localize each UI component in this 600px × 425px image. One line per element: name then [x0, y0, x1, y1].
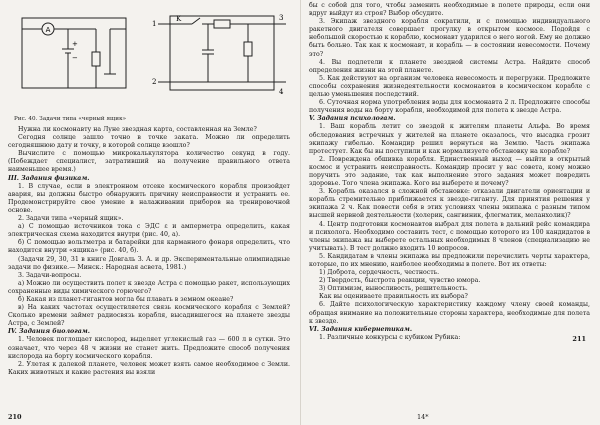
plus-label: + [72, 40, 78, 48]
figure-caption: Рис. 40. Задачи типа «черный ящик» [14, 116, 127, 122]
paragraph: 6. Суточная норма употребления воды для космонавта 2 л. Предложите способы получения воды на борту корабля, необходимой для полета к звезде Астра. [309, 99, 592, 115]
figure-40 [8, 4, 290, 114]
paragraph: 4. Вы подлетели к планете звездной системы Астра. Найдите способ определения жизни на этой планете. [309, 58, 592, 74]
paragraph: 5. Кандидатам в члены экипажа вы предложили перечислить черты характера, которые, по их мнению, наиболее необходимы в полете. Вот их ответы: [309, 252, 592, 268]
paragraph: Вычислите с помощью микрокалькулятора количество секунд в году. (Побеждает специалист, затративший на получение правильного ответа наименьшее время.) [8, 150, 292, 174]
paragraph: а) Можно ли осуществить полет к звезде Астра с помощью ракет, использующих сохраненные виды химического горючего? [8, 279, 292, 295]
section-heading: IV. Задания биологам. [8, 328, 90, 336]
list-item: 3) Оптимизм, выносливость, решительность. [319, 285, 468, 293]
page-number-left: 210 [8, 413, 22, 421]
paragraph: Сегодня солнце зашло точно в точке заката. Можно ли определить сегодняшнюю дату и точку, в которой солнце взошло? [8, 134, 292, 150]
section-heading: VI. Задания кибернетикам. [309, 325, 413, 333]
page-number-right: 211 [572, 335, 586, 343]
paragraph: в) На каких частотах осуществляется связь космического корабля с Землей? Сколько времени займет радиосвязь корабля, высадившегося на планете звезды Астра, с Землей? [8, 304, 292, 328]
paragraph: Как вы оцениваете правильность их выбора? [319, 293, 468, 301]
minus-label: − [72, 54, 78, 62]
circuit-diagram-icon [8, 4, 290, 114]
paragraph: (Задачи 29, 30, 31 в книге Довгаль З. А. и др. Экспериментальные олимпиадные задачи по физике.— Минск.: Народная асвета, 1981.) [8, 255, 292, 271]
signature-mark: 14* [417, 413, 429, 421]
paragraph: 6. Дайте психологическую характеристику каждому члену своей команды, обращая внимание на положительные стороны характера, необходимые для полета к звезде. [309, 301, 592, 325]
right-page [300, 0, 600, 425]
paragraph: 2. Повреждена обшивка корабля. Единственный выход — выйти в открытый космос и устранить неисправность. Командир просит у вас совета, кому можно поручить это задание, так как выполнение этого задания может повредить здоровье. Того члена экипажа. Кого вы выберете и почему? [309, 155, 592, 188]
section-heading: III. Задания физикам. [8, 174, 90, 182]
paragraph: б) С помощью вольтметра и батарейки для карманного фонаря определить, что находится внутри «ящика» (рис. 40, б). [8, 239, 292, 255]
ammeter-label: A [45, 26, 51, 34]
terminal-2-label: 2 [152, 78, 157, 86]
switch-k-label: K [176, 15, 182, 23]
paragraph: б) Какая из планет-гигантов могла бы плавать в земном океане? [18, 295, 234, 303]
terminal-4-label: 4 [279, 88, 284, 96]
paragraph: бы с собой для того, чтобы заменить необходимые в полете природы, если они вдруг выйдут из строя? Выбор обсудите. [309, 2, 592, 18]
paragraph: 3. Экипаж звездного корабля сократили, и с помощью индивидуального ракетного двигателя совершает прогулку в открытом космосе. Подойдя с небольшой скоростью к кораблю, космонавт ударился о него ногой. Ему не должно быть больно. Так как к космонавт, и корабль — в состоянии невесомости. Почему это? [309, 18, 592, 58]
terminal-3-label: 3 [279, 14, 284, 22]
paragraph: 2. Улетая к далекой планете, человек может взять самое необходимое с Земли. Каких животных и какие растения вы взяли [8, 360, 292, 376]
paragraph: 5. Как действуют на организм человека невесомость и перегрузки. Предложите способы сохранения жизнедеятельности космонавтов в космическом корабле с целью уменьшения последствий. [309, 74, 592, 99]
paragraph: Нужна ли космонавту на Луне звездная карта, составленная на Земле? [18, 126, 257, 133]
terminal-1-label: 1 [152, 20, 157, 28]
paragraph: а) С помощью источников тока с ЭДС ε и амперметра определить, какая электрическая схема находится внутри (рис. 40, а). [8, 223, 292, 239]
list-item: 1) Доброта, сердечность, честность. [319, 269, 440, 277]
paragraph: 1. Ваш корабль летит со звездой к жителям планеты Альфа. Во время обследования встречных у жителей на планете оказалось, что высадка грозит экипажу гибелью. Командир решил вернуться на Землю. Часть экипажа протестует. Как бы вы поступили и как нормализуете обстановку на корабле? [309, 123, 592, 155]
right-text [309, 2, 590, 342]
paragraph: 3. Задачи-вопросы. [18, 271, 82, 279]
paragraph: 4. Центр подготовки космонавтов выбрал для полета в дальний рейс командира и психолога. Необходимо составить тест, с помощью которого из 100 кандидатов в члены экипажа вы выберете остальных необходимых 8 членов (специализацию не учитывать). В тест должно входить 10 вопросов. [309, 220, 592, 252]
list-item: 2) Твердость, быстрота реакции, чувство юмора. [319, 277, 481, 285]
paragraph: 1. Различные конкурсы с кубиком Рубика: [319, 333, 461, 341]
paragraph: 1. Человек поглощает кислород, выделяет углекислый газ — 600 л в сутки. Это означает, что через 48 ч жизни не станет жить. Предложите способ получения кислорода на борту космического корабля. [8, 336, 292, 360]
section-heading: V. Задания психологам. [309, 115, 396, 123]
left-text [8, 126, 290, 377]
paragraph: 2. Задачи типа «черный ящик». [18, 215, 124, 223]
paragraph: 1. В случае, если в электронном отсеке космического корабля произойдет авария, вы должны быстро обнаружить причину неисправности и устранить ее. Продемонстрируйте свое умение в налаживании приборов на тренировочной основе. [8, 182, 292, 214]
paragraph: 3. Корабль оказался в сложной обстановке: отказали двигатели ориентации и корабль стремительно приближается к звезде-гиганту. Для принятия решения у экипажа 2 ч. Как повести себя в этих условиях члены экипажа с разным типом высшей нервной деятельности (холерик, сангвиник, флегматик, меланхолик)? [309, 188, 592, 220]
